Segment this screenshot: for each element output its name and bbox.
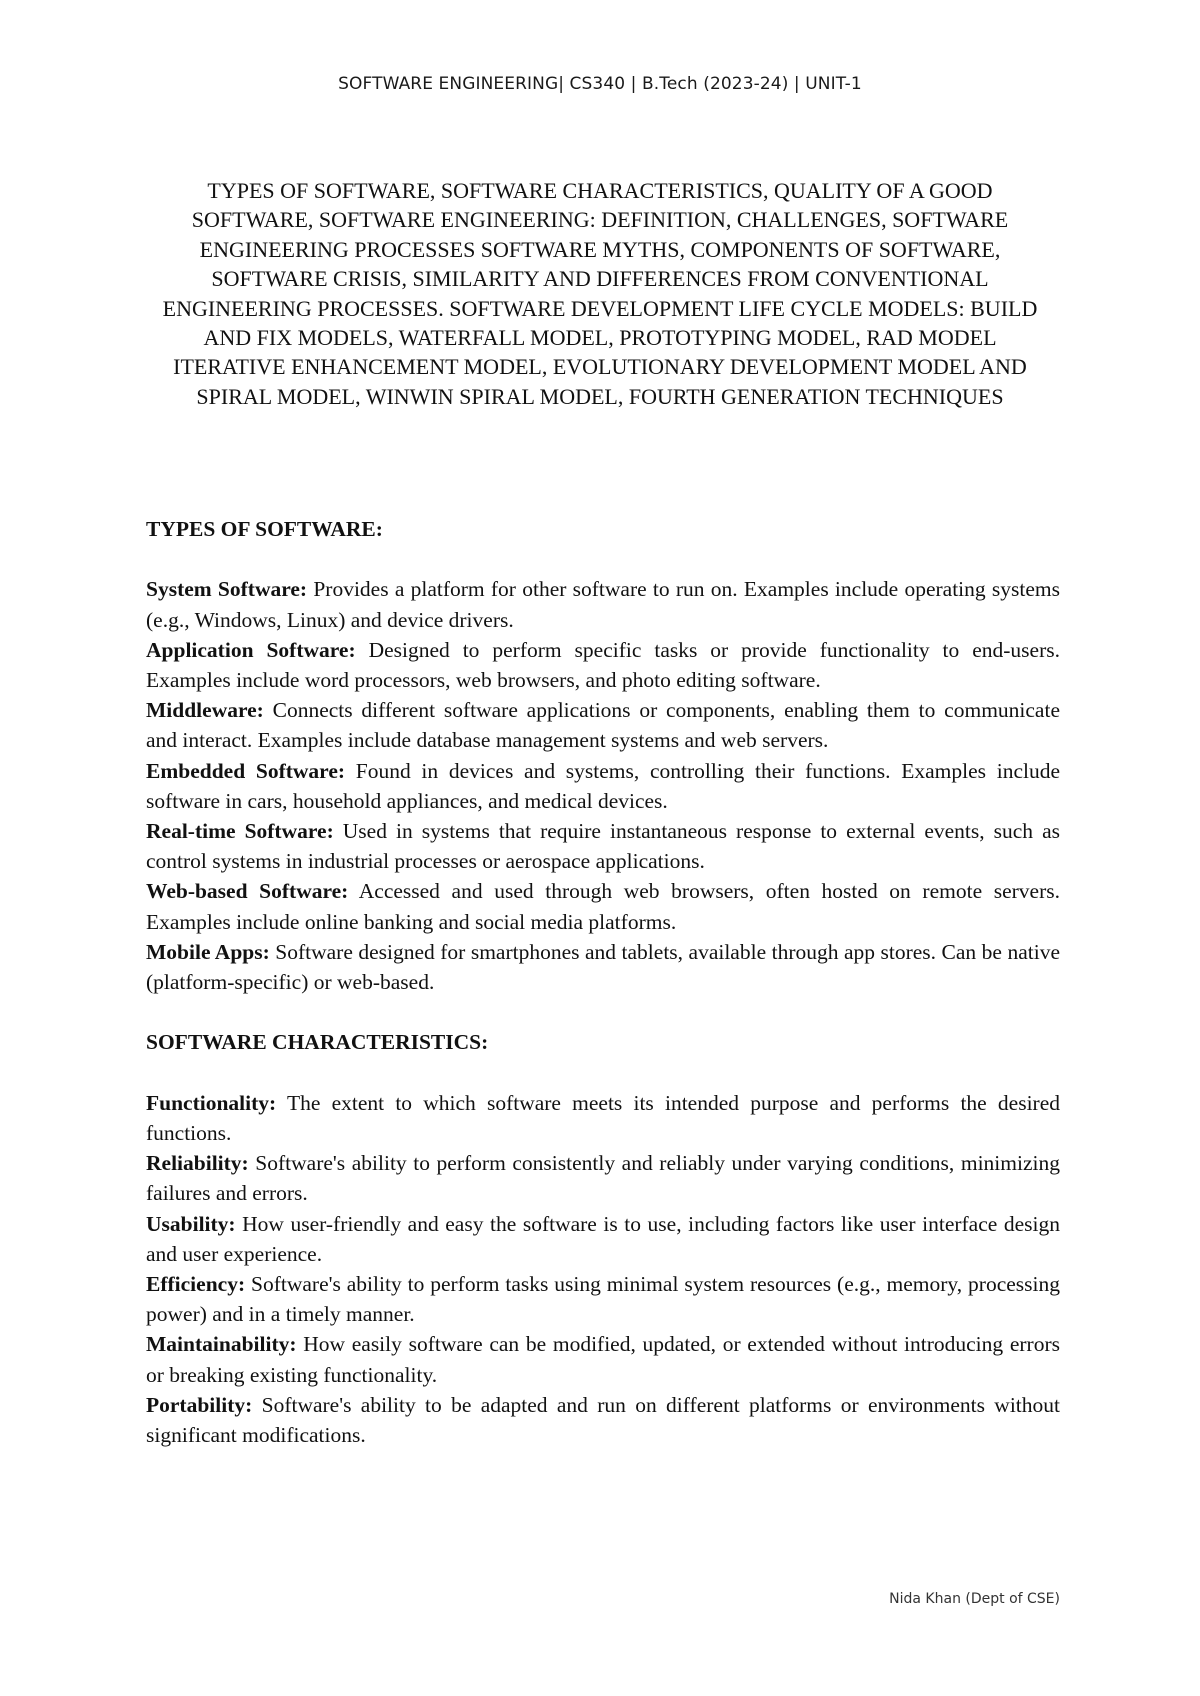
document-body xyxy=(146,514,1060,1480)
definition-paragraph xyxy=(146,1088,1060,1148)
definition-paragraph xyxy=(146,1269,1060,1329)
definition-paragraph xyxy=(146,1329,1060,1389)
definition-paragraph xyxy=(146,876,1060,936)
definition-paragraph xyxy=(146,756,1060,816)
definition-term: Web-based Software: xyxy=(146,879,349,904)
definition-paragraph xyxy=(146,574,1060,634)
definition-paragraph xyxy=(146,1390,1060,1450)
definition-text: Software's ability to perform consistently and reliably under varying conditions, minimizing failures and errors. xyxy=(146,1151,1060,1206)
unit-title: TYPES OF SOFTWARE, SOFTWARE CHARACTERISTICS, QUALITY OF A GOOD SOFTWARE, SOFTWARE ENGINEERING: DEFINITION, CHALLENGES, SOFTWARE ENGINEERING PROCESSES SOFTWARE MYTHS, COMPONENTS OF SOFTWARE, SOFTWARE CRISIS, SIMILARITY AND DIFFERENCES FROM CONVENTIONAL ENGINEERING PROCESSES. SOFTWARE DEVELOPMENT LIFE CYCLE MODELS: BUILD AND FIX MODELS, WATERFALL MODEL, PROTOTYPING MODEL, RAD MODEL ITERATIVE ENHANCEMENT MODEL, EVOLUTIONARY DEVELOPMENT MODEL AND SPIRAL MODEL, WINWIN SPIRAL MODEL, FOURTH GENERATION TECHNIQUES xyxy=(162,178,1038,409)
definition-paragraph xyxy=(146,635,1060,695)
definition-term: Application Software: xyxy=(146,637,356,662)
definition-term: Reliability: xyxy=(146,1151,249,1176)
definition-term: Embedded Software: xyxy=(146,758,346,783)
definition-term: Efficiency: xyxy=(146,1272,246,1297)
definition-text: Designed to perform specific tasks or provide functionality to end-users. Examples include word processors, web browsers, and photo editing software. xyxy=(146,637,1060,692)
definition-term: Usability: xyxy=(146,1211,236,1236)
definition-text: How easily software can be modified, updated, or extended without introducing errors or breaking existing functionality. xyxy=(146,1332,1060,1387)
section-software-characteristics xyxy=(146,1027,1060,1450)
definition-term: Middleware: xyxy=(146,698,264,723)
definition-term: Portability: xyxy=(146,1392,253,1417)
definition-term: Mobile Apps: xyxy=(146,939,270,964)
definition-term: Real-time Software: xyxy=(146,819,334,844)
definition-text: Found in devices and systems, controlling their functions. Examples include software in cars, household appliances, and medical devices. xyxy=(146,758,1061,813)
definition-paragraph xyxy=(146,1209,1060,1269)
section-heading: SOFTWARE CHARACTERISTICS: xyxy=(146,1030,489,1055)
definition-term: System Software: xyxy=(146,577,308,602)
section-types-of-software xyxy=(146,514,1060,997)
definition-term: Functionality: xyxy=(146,1090,277,1115)
definition-text: Used in systems that require instantaneous response to external events, such as control systems in industrial processes or aerospace applications. xyxy=(146,819,1060,874)
section-heading: TYPES OF SOFTWARE: xyxy=(146,517,383,541)
definition-text: How user-friendly and easy the software is to use, including factors like user interface design and user experience. xyxy=(146,1211,1060,1266)
definition-paragraph xyxy=(146,816,1060,876)
definition-paragraph xyxy=(146,695,1060,755)
definition-text: Accessed and used through web browsers, often hosted on remote servers. Examples include online banking and social media platforms. xyxy=(146,879,1060,934)
definition-text: The extent to which software meets its intended purpose and performs the desired functions. xyxy=(146,1090,1060,1146)
definition-text: Software's ability to be adapted and run on different platforms or environments without significant modifications. xyxy=(146,1392,1060,1448)
definition-term: Maintainability: xyxy=(146,1332,297,1357)
definition-text: Connects different software applications or components, enabling them to communicate and interact. Examples include database management systems and web servers. xyxy=(146,698,1060,753)
definition-text: Provides a platform for other software to run on. Examples include operating systems (e.g., Windows, Linux) and device drivers. xyxy=(146,577,1060,632)
page-header: SOFTWARE ENGINEERING| CS340 | B.Tech (2023-24) | UNIT-1 xyxy=(338,74,862,94)
definition-text: Software designed for smartphones and tablets, available through app stores. Can be native (platform-specific) or web-based. xyxy=(146,939,1060,995)
definition-paragraph xyxy=(146,1148,1060,1208)
definition-text: Software's ability to perform tasks using minimal system resources (e.g., memory, processing power) and in a timely manner. xyxy=(146,1272,1060,1327)
definition-paragraph xyxy=(146,937,1060,997)
page-footer: Nida Khan (Dept of CSE) xyxy=(889,1591,1060,1607)
